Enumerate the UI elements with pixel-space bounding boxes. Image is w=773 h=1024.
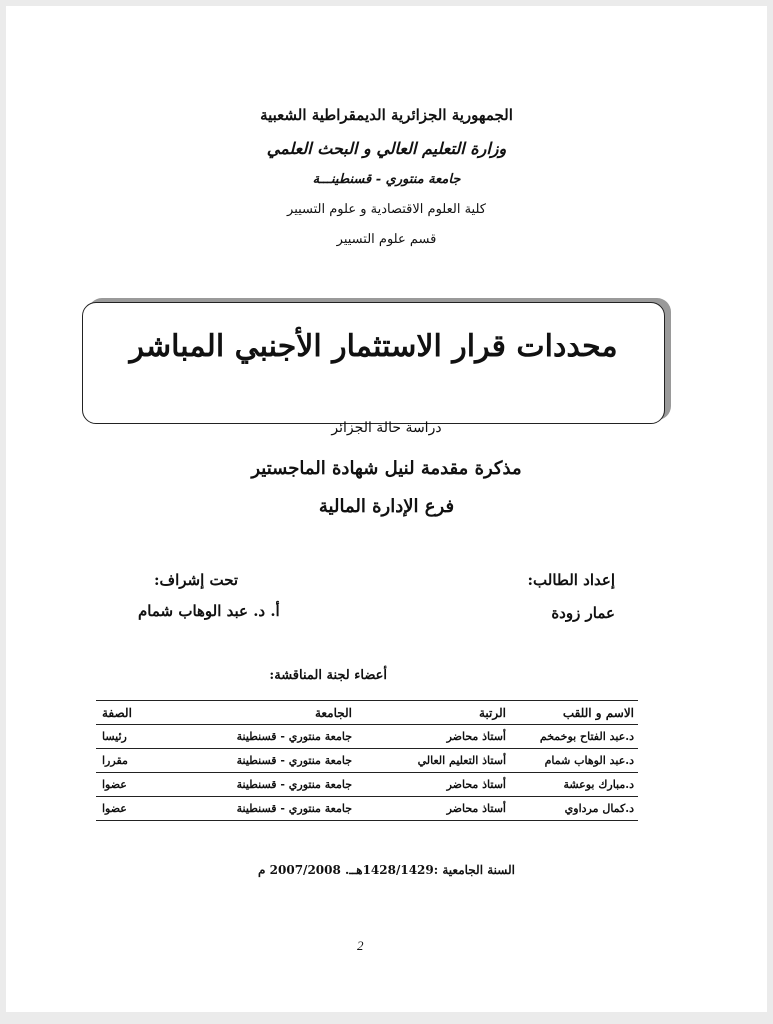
member-university: جامعة منتوري - قسنطينة [193, 725, 382, 749]
header-university: الجامعة [193, 701, 382, 725]
supervisor-label: تحت إشراف: [154, 571, 239, 589]
case-study-subtitle: دراسة حالة الجزائر [331, 420, 442, 436]
supervisor-name: أ. د. عبد الوهاب شمام [138, 602, 280, 620]
title-box [82, 302, 665, 424]
table-row [96, 797, 638, 821]
branch-label: فرع الإدارة المالية [318, 496, 455, 517]
table-row [96, 725, 638, 749]
page-number: 2 [357, 938, 364, 953]
committee-label: أعضاء لجنة المناقشة: [269, 668, 387, 683]
table-row [96, 749, 638, 773]
student-name: عمار زودة [551, 604, 615, 622]
prepared-by-label: إعداد الطالب: [527, 571, 615, 589]
ministry-heading: وزارة التعليم العالي و البحث العلمي [266, 139, 507, 158]
member-name: د.عبد الفتاح بوخمخم [510, 725, 638, 749]
header-role: الصفة [96, 701, 193, 725]
member-name: د.مبارك بوعشة [510, 773, 638, 797]
table-row [96, 773, 638, 797]
member-name: د.كمال مرداوي [510, 797, 638, 821]
member-rank: أستاذ التعليم العالي [382, 749, 510, 773]
member-rank: أستاذ محاضر [382, 773, 510, 797]
academic-year: السنة الجامعية :1428/1429هــ. 2007/2008 م [258, 863, 515, 877]
table-header-row [96, 701, 638, 725]
member-role: رئيسا [96, 725, 193, 749]
member-university: جامعة منتوري - قسنطينة [193, 773, 382, 797]
member-role: عضوا [96, 797, 193, 821]
republic-heading: الجمهورية الجزائرية الديمقراطية الشعبية [260, 106, 513, 124]
member-rank: أستاذ محاضر [382, 725, 510, 749]
university-heading: جامعة منتوري - قسنطينـــة [312, 172, 461, 187]
member-role: مقررا [96, 749, 193, 773]
faculty-heading: كلية العلوم الاقتصادية و علوم التسيير [287, 202, 486, 217]
header-rank: الرتبة [382, 701, 510, 725]
thesis-title: محددات قرار الاستثمار الأجنبي المباشر [129, 329, 618, 364]
member-rank: أستاذ محاضر [382, 797, 510, 821]
thesis-description: مذكرة مقدمة لنيل شهادة الماجستير [251, 458, 522, 479]
header-name: الاسم و اللقب [510, 701, 638, 725]
member-university: جامعة منتوري - قسنطينة [193, 749, 382, 773]
department-heading: قسم علوم التسيير [336, 232, 437, 247]
member-name: د.عبد الوهاب شمام [510, 749, 638, 773]
member-university: جامعة منتوري - قسنطينة [193, 797, 382, 821]
document-page [6, 6, 767, 1012]
committee-table [96, 700, 638, 821]
member-role: عضوا [96, 773, 193, 797]
